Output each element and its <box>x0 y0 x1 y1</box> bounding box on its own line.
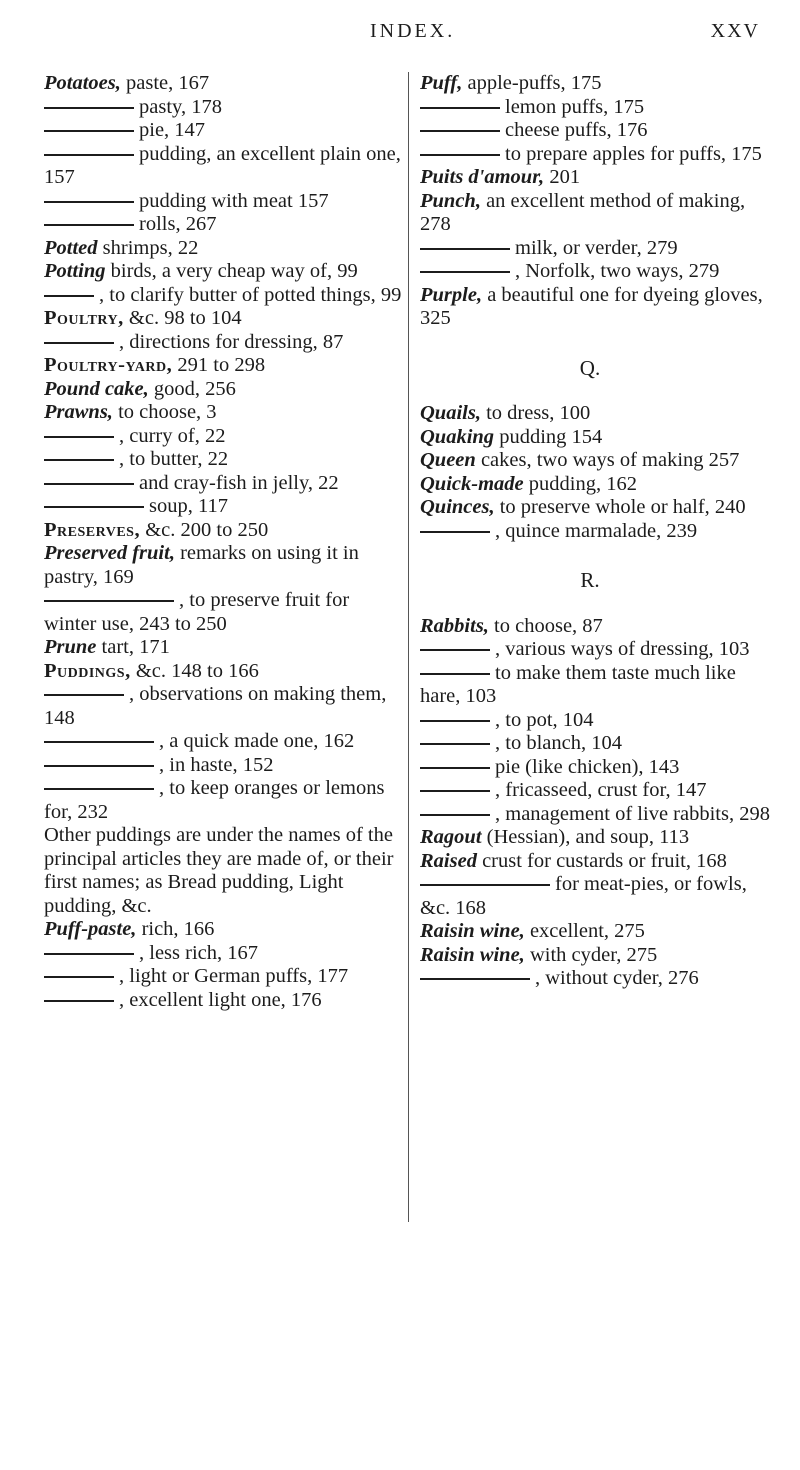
ditto-rule <box>420 248 510 250</box>
entry-headword: Puff-paste, <box>44 918 137 940</box>
entry-text: pie, 147 <box>139 119 206 141</box>
entry-headword: Quails, <box>420 402 481 424</box>
entry-headword: Potting <box>44 260 106 282</box>
index-entry <box>44 495 404 519</box>
entry-text: , observations on making them, 148 <box>44 683 387 729</box>
index-entry <box>44 589 404 636</box>
index-entry <box>420 803 780 827</box>
index-entry <box>420 402 780 426</box>
ditto-rule <box>44 976 114 978</box>
entry-text: pasty, 178 <box>139 95 222 118</box>
ditto-rule <box>44 436 114 438</box>
index-entry <box>420 709 780 733</box>
index-entry <box>44 425 404 449</box>
entry-text: &c. 200 to 250 <box>140 518 269 541</box>
ditto-rule <box>44 765 154 767</box>
entry-text: to choose, 3 <box>112 401 217 423</box>
entry-text: pie (like chicken), 143 <box>495 755 680 778</box>
entry-headword: Prawns, <box>44 401 113 423</box>
ditto-rule <box>44 600 174 602</box>
entry-headword: Prune <box>44 636 97 658</box>
entry-text: 291 to 298 <box>172 354 266 376</box>
ditto-rule <box>420 790 490 792</box>
ditto-rule <box>44 694 124 696</box>
entry-text: rolls, 267 <box>139 213 217 235</box>
ditto-rule <box>420 814 490 816</box>
index-entry <box>44 448 404 472</box>
entry-text: paste, 167 <box>120 72 210 94</box>
entry-text: shrimps, 22 <box>97 236 199 259</box>
ditto-rule <box>44 953 134 955</box>
index-entry <box>420 96 780 120</box>
index-entry <box>420 284 780 331</box>
entry-text: tart, 171 <box>96 636 170 658</box>
entry-text: and cray-fish in jelly, 22 <box>139 471 339 494</box>
index-entry <box>44 636 404 660</box>
entry-text: lemon puffs, 175 <box>505 95 645 118</box>
entry-text: , to preserve fruit for winter use, 243 to 250 <box>44 589 350 635</box>
index-entry <box>44 190 404 214</box>
entry-headword: Purple, <box>420 283 483 306</box>
index-entry <box>420 944 780 968</box>
entry-text: , Norfolk, two ways, 279 <box>515 260 720 282</box>
index-entry <box>44 730 404 754</box>
entry-headword: Pound cake, <box>44 377 149 400</box>
index-entry <box>44 660 404 684</box>
entry-text: for meat-pies, or fowls, &c. 168 <box>420 873 747 919</box>
entry-text: (Hessian), and soup, 113 <box>481 826 690 848</box>
index-entry <box>44 72 404 96</box>
entry-heading-smallcaps: Preserves, <box>44 518 141 541</box>
index-entry <box>44 96 404 120</box>
entry-heading-smallcaps: Poultry, <box>44 307 124 329</box>
entry-headword: Puff, <box>420 72 463 94</box>
entry-headword: Ragout <box>420 826 482 848</box>
ditto-rule <box>44 201 134 203</box>
page-number: XXV <box>710 20 760 42</box>
entry-text: rich, 166 <box>136 918 215 940</box>
index-entry <box>44 331 404 355</box>
index-entry <box>44 119 404 143</box>
entry-headword: Quaking <box>420 425 495 448</box>
index-entry <box>44 989 404 1013</box>
entry-text: an excellent method of making, 278 <box>420 189 746 235</box>
index-entry <box>420 615 780 639</box>
ditto-rule <box>420 531 490 533</box>
entry-text: , to clarify butter of potted things, 99 <box>99 283 402 306</box>
index-entry <box>44 542 404 589</box>
index-entry <box>44 307 404 331</box>
entry-text: cakes, two ways of making 257 <box>475 449 740 471</box>
entry-headword: Quick-made <box>420 472 524 495</box>
index-entry <box>44 754 404 778</box>
entry-text: , less rich, 167 <box>139 941 258 964</box>
entry-text: pudding with meat 157 <box>139 189 329 212</box>
entry-text: 201 <box>544 166 581 188</box>
ditto-rule <box>44 107 134 109</box>
entry-headword: Potted <box>44 236 98 259</box>
ditto-rule <box>44 483 134 485</box>
section-letter: R. <box>580 568 600 592</box>
entry-text: pudding, an excellent plain one, 157 <box>44 142 401 188</box>
ditto-rule <box>420 720 490 722</box>
index-entry <box>44 918 404 942</box>
index-entry <box>420 426 780 450</box>
entry-text: pudding, 162 <box>523 472 637 495</box>
entry-headword: Raisin wine, <box>420 920 525 942</box>
index-entry <box>420 119 780 143</box>
entry-text: excellent, 275 <box>524 920 645 942</box>
entry-text: &c. 148 to 166 <box>130 659 259 682</box>
index-entry <box>420 967 780 991</box>
index-entry <box>44 378 404 402</box>
entry-headword: Rabbits, <box>420 614 489 637</box>
entry-text: cheese puffs, 176 <box>505 119 648 141</box>
ditto-rule <box>44 342 114 344</box>
ditto-rule <box>420 767 490 769</box>
entry-text: milk, or verder, 279 <box>515 236 678 259</box>
index-entry <box>420 496 780 520</box>
entry-text: , to blanch, 104 <box>495 732 622 754</box>
index-entry <box>44 237 404 261</box>
entry-text: to dress, 100 <box>480 402 591 424</box>
column-divider <box>408 72 409 1222</box>
ditto-rule <box>44 154 134 156</box>
entry-headword: Raisin wine, <box>420 943 525 966</box>
index-entry <box>420 920 780 944</box>
index-entry <box>420 850 780 874</box>
index-entry <box>420 72 780 96</box>
entry-text: , management of live rabbits, 298 <box>495 802 770 825</box>
entry-headword: Queen <box>420 449 476 471</box>
entry-heading-smallcaps: Puddings, <box>44 659 131 682</box>
ditto-rule <box>44 295 94 297</box>
index-entry <box>420 190 780 237</box>
entry-text: Other puddings are under the names of the principal articles they are made of, or their first names; as Bread pudding, Light pudding, &c. <box>44 824 394 917</box>
section-letter: Q. <box>579 355 601 380</box>
entry-headword: Raised <box>420 849 477 872</box>
index-entry <box>44 401 404 425</box>
ditto-rule <box>44 459 114 461</box>
ditto-rule <box>420 649 490 651</box>
entry-headword: Punch, <box>420 189 481 212</box>
entry-text: remarks on using it in pastry, 169 <box>44 542 359 588</box>
index-entry <box>420 662 780 709</box>
page-header <box>0 20 800 60</box>
index-entry <box>44 824 404 918</box>
index-entry <box>420 779 780 803</box>
entry-text: to preserve whole or half, 240 <box>494 496 746 518</box>
entry-text: crust for custards or fruit, 168 <box>476 849 727 872</box>
index-entry <box>44 777 404 824</box>
index-entry <box>420 732 780 756</box>
entry-text: a beautiful one for dyeing gloves, 325 <box>420 283 763 329</box>
entry-text: with cyder, 275 <box>524 943 658 966</box>
index-entry <box>44 213 404 237</box>
index-entry <box>420 143 780 167</box>
index-entry <box>44 284 404 308</box>
entry-text: , quince marmalade, 239 <box>495 519 698 542</box>
ditto-rule <box>420 673 490 675</box>
index-entry <box>420 520 780 544</box>
ditto-rule <box>44 788 154 790</box>
entry-text: , excellent light one, 176 <box>119 988 322 1011</box>
ditto-rule <box>420 154 500 156</box>
entry-text: to choose, 87 <box>488 614 603 637</box>
index-column-right <box>420 72 780 991</box>
index-entry <box>420 638 780 662</box>
index-entry <box>420 473 780 497</box>
index-entry <box>44 354 404 378</box>
entry-text: , directions for dressing, 87 <box>119 330 344 353</box>
running-title: INDEX. <box>370 20 456 42</box>
entry-text: , curry of, 22 <box>119 424 226 447</box>
entry-text: birds, a very cheap way of, 99 <box>105 260 358 282</box>
entry-text: , to butter, 22 <box>119 448 229 470</box>
ditto-rule <box>420 743 490 745</box>
index-entry <box>420 449 780 473</box>
entry-text: apple-puffs, 175 <box>462 72 602 94</box>
entry-text: good, 256 <box>148 377 236 400</box>
index-entry <box>44 942 404 966</box>
entry-text: , light or German puffs, 177 <box>119 965 349 987</box>
index-entry <box>44 260 404 284</box>
index-entry <box>44 683 404 730</box>
entry-headword: Quinces, <box>420 496 495 518</box>
entry-headword: Potatoes, <box>44 72 121 94</box>
index-entry <box>420 826 780 850</box>
entry-text: soup, 117 <box>149 495 228 517</box>
entry-headword: Preserved fruit, <box>44 542 175 564</box>
entry-text: to prepare apples for puffs, 175 <box>505 142 762 165</box>
index-entry <box>44 143 404 190</box>
index-entry <box>420 756 780 780</box>
index-column-left <box>44 72 404 1012</box>
ditto-rule <box>420 130 500 132</box>
entry-text: , various ways of dressing, 103 <box>495 638 750 660</box>
ditto-rule <box>420 271 510 273</box>
index-entry <box>44 965 404 989</box>
ditto-rule <box>420 978 530 980</box>
entry-text: , in haste, 152 <box>159 753 274 776</box>
ditto-rule <box>44 506 144 508</box>
index-entry <box>420 873 780 920</box>
index-entry <box>420 237 780 261</box>
ditto-rule <box>44 130 134 132</box>
ditto-rule <box>44 1000 114 1002</box>
ditto-rule <box>420 884 550 886</box>
entry-text: , a quick made one, 162 <box>159 730 355 752</box>
ditto-rule <box>44 741 154 743</box>
entry-heading-smallcaps: Poultry-yard, <box>44 354 173 376</box>
index-entry <box>420 260 780 284</box>
entry-text: , without cyder, 276 <box>535 967 699 989</box>
ditto-rule <box>420 107 500 109</box>
entry-text: , to pot, 104 <box>495 708 594 731</box>
index-entry <box>44 472 404 496</box>
entry-headword: Puits d'amour, <box>420 166 545 188</box>
entry-text: , to keep oranges or lemons for, 232 <box>44 777 385 823</box>
ditto-rule <box>44 224 134 226</box>
entry-text: pudding 154 <box>494 425 603 448</box>
entry-text: to make them taste much like hare, 103 <box>420 661 736 707</box>
index-entry <box>420 166 780 190</box>
index-entry <box>44 519 404 543</box>
entry-text: &c. 98 to 104 <box>123 307 242 329</box>
entry-text: , fricasseed, crust for, 147 <box>495 779 707 801</box>
